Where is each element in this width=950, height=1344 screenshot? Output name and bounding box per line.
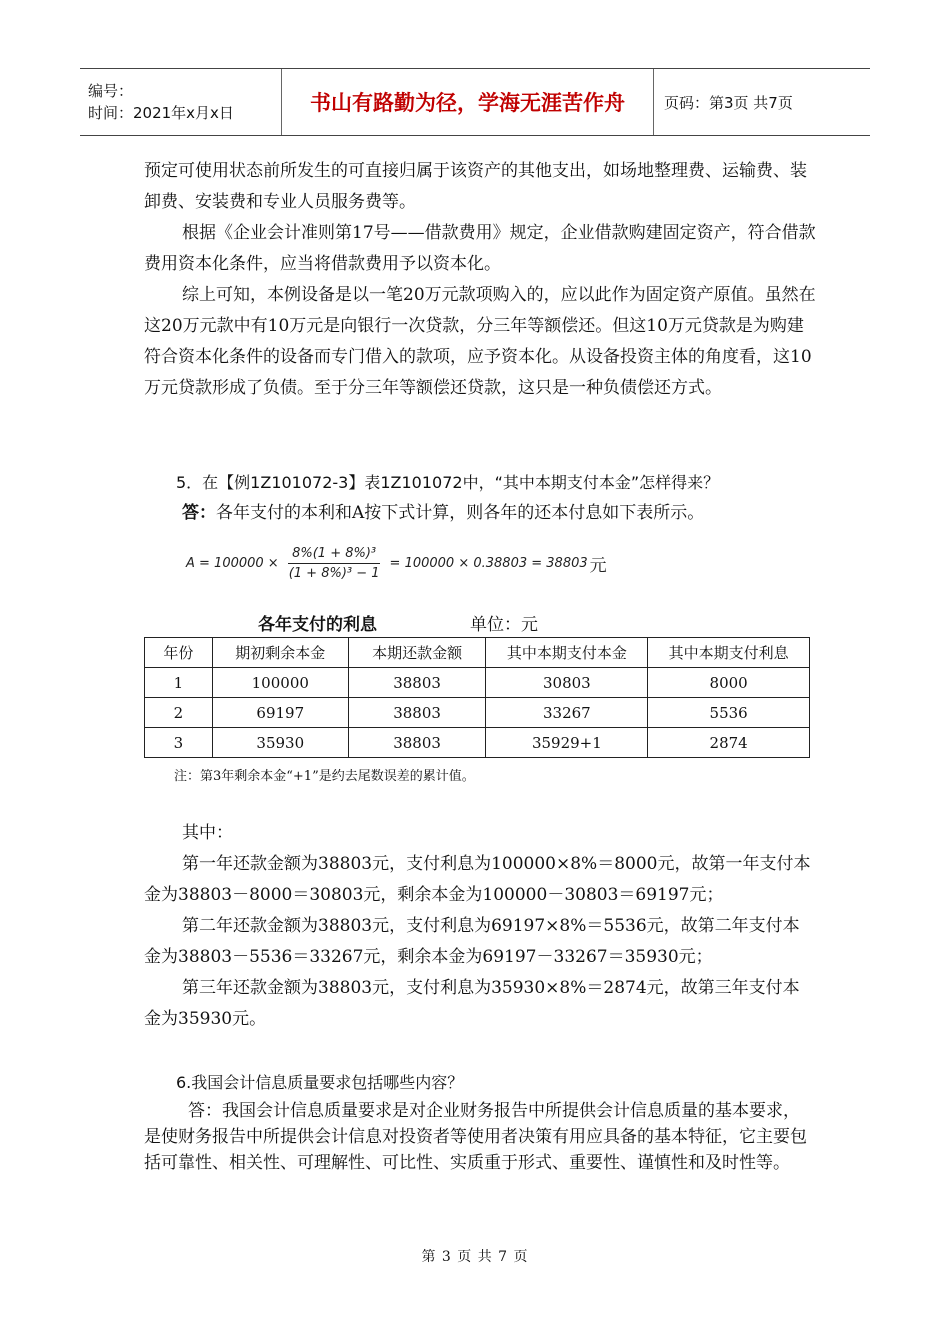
table-header-row (145, 638, 810, 668)
table-cell: 1 (145, 668, 213, 698)
paragraph-2: 根据《企业会计准则第17号——借款费用》规定，企业借款购建固定资产，符合借款费用资本化条件，应当将借款费用予以资本化。 (144, 223, 816, 274)
annuity-formula (186, 536, 607, 590)
page-footer: 第 3 页 共 7 页 (421, 1249, 529, 1265)
table-header-cell: 其中本期支付本金 (486, 638, 648, 668)
table-cell: 69197 (212, 698, 348, 728)
table-cell: 38803 (348, 728, 486, 758)
formula-denominator: (1 + 8%)³ − 1 (288, 565, 380, 581)
formula-rhs: = 100000 × 0.38803 = 38803 (389, 555, 588, 571)
header-meta (80, 69, 282, 135)
answer-6: 答：我国会计信息质量要求是对企业财务报告中所提供会计信息质量的基本要求，是使财务报告中所提供会计信息对投资者等使用者决策有用应具备的基本特征，它主要包括可靠性、相关性、可理解性、可比性、实质重于形式、重要性、谨慎性和及时性等。 (144, 1101, 807, 1173)
table-header-cell: 本期还款金额 (348, 638, 486, 668)
doc-code: 编号： (88, 82, 134, 100)
table-cell: 8000 (648, 668, 810, 698)
explain-intro: 其中： (182, 823, 233, 843)
paragraph-3: 综上可知，本例设备是以一笔20万元款项购入的，应以此作为固定资产原值。虽然在这20万元款中有10万元是向银行一次贷款，分三年等额偿还。但这10万元贷款是为购建符合资本化条件的设备而专门借入的款项，应予资本化。从设备投资主体的角度看，这10万元贷款形成了负债。至于分三年等额偿还贷款，这只是一种负债偿还方式。 (144, 285, 816, 398)
table-header-cell: 年份 (145, 638, 213, 668)
table-cell: 35930 (212, 728, 348, 758)
table-cell: 100000 (212, 668, 348, 698)
table-row (145, 698, 810, 728)
table-cell: 33267 (486, 698, 648, 728)
formula-lhs: A = 100000 × (186, 555, 279, 571)
table-note: 注：第3年剩余本金“+1”是约去尾数误差的累计值。 (174, 769, 475, 784)
table-cell: 5536 (648, 698, 810, 728)
formula-numerator: 8%(1 + 8%)³ (288, 546, 380, 564)
question-6: 6.我国会计信息质量要求包括哪些内容？ (176, 1073, 464, 1092)
answer-5-label: 答： (182, 503, 216, 523)
header-page-number: 页码：第3页 共7页 (664, 93, 793, 112)
table-cell: 3 (145, 728, 213, 758)
table-cell: 2874 (648, 728, 810, 758)
table-title: 各年支付的利息 (258, 615, 377, 635)
explain-year-2: 第二年还款金额为38803元，支付利息为69197×8%＝5536元，故第二年支付本金为38803－5536＝33267元，剩余本金为69197－33267＝35930元； (144, 916, 800, 967)
formula-unit: 元 (589, 555, 607, 576)
table-cell: 38803 (348, 668, 486, 698)
table-unit: 单位：元 (470, 615, 538, 635)
doc-date: 时间：2021年x月x日 (88, 104, 234, 122)
header-motto: 书山有路勤为径，学海无涯苦作舟 (282, 69, 654, 135)
paragraph-1: 预定可使用状态前所发生的可直接归属于该资产的其他支出，如场地整理费、运输费、装卸费、安装费和专业人员服务费等。 (144, 161, 807, 212)
question-5: 5．在【例1Z101072-3】表1Z101072中，“其中本期支付本金”怎样得来？ (176, 473, 720, 492)
table-row (145, 668, 810, 698)
table-row (145, 728, 810, 758)
answer-5-text: 各年支付的本利和A按下式计算，则各年的还本付息如下表所示。 (216, 503, 705, 523)
formula-fraction (285, 546, 384, 581)
repayment-table (144, 637, 810, 758)
table-cell: 38803 (348, 698, 486, 728)
table-cell: 2 (145, 698, 213, 728)
table-cell: 35929+1 (486, 728, 648, 758)
table-header-cell: 其中本期支付利息 (648, 638, 810, 668)
answer-5 (182, 498, 704, 523)
explain-year-1: 第一年还款金额为38803元，支付利息为100000×8%＝8000元，故第一年支付本金为38803－8000＝30803元，剩余本金为100000－30803＝69197元； (144, 854, 811, 905)
page-header (80, 68, 870, 136)
table-header-cell: 期初剩余本金 (212, 638, 348, 668)
table-cell: 30803 (486, 668, 648, 698)
explain-year-3: 第三年还款金额为38803元，支付利息为35930×8%＝2874元，故第三年支付本金为35930元。 (144, 978, 800, 1029)
